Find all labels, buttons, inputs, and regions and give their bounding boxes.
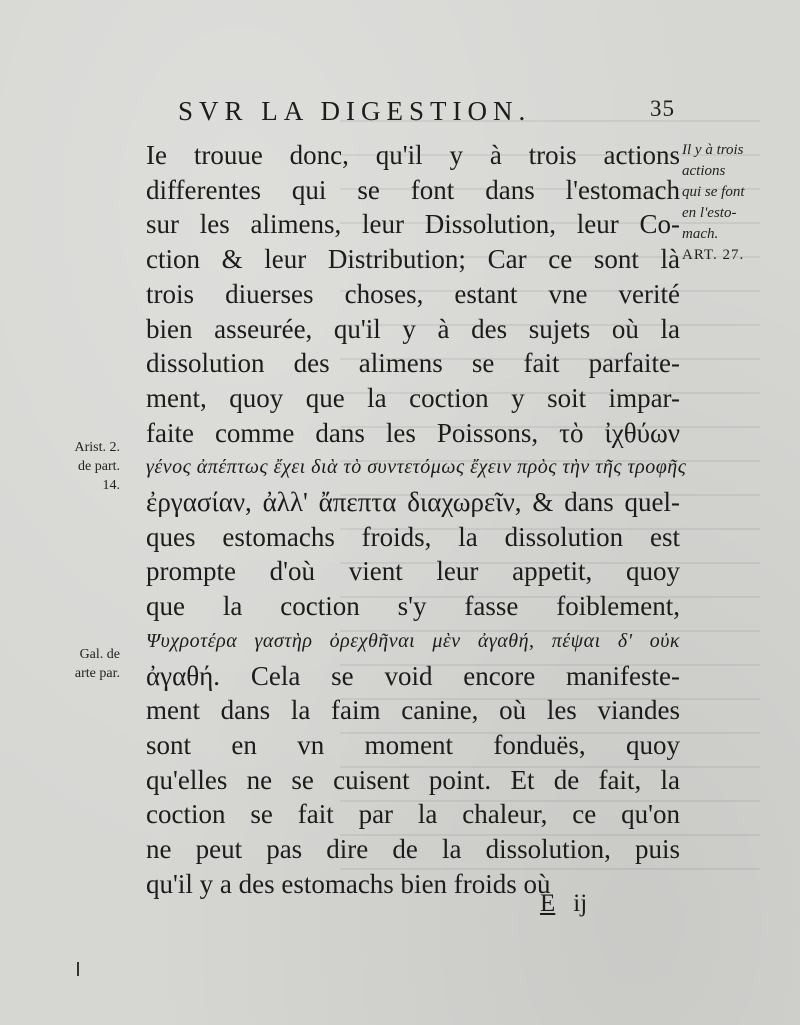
text-line: Ie trouue donc, qu'il y à trois actions (146, 140, 680, 170)
page-blemish (77, 962, 79, 976)
text-line: ἀγαθή. Cela se void encore manifeste- (146, 660, 680, 691)
text-line: bien asseurée, qu'il y à des sujets où la (146, 313, 680, 344)
left-marginal-citation-galen (38, 645, 120, 683)
citation-line: arte par. (74, 666, 120, 681)
running-header (178, 96, 698, 127)
text-line: Ψυχροτέρα γαστὴρ ὀρεχθῆναι μὲν ἀγαθή, πέψαι δ' οὐκ (146, 629, 680, 652)
text-line: ment dans la faim canine, où les viandes (146, 695, 680, 726)
text-line: sont en vn moment fonduës, quoy (146, 729, 680, 760)
citation-line: 14. (102, 478, 120, 493)
text-line: ques estomachs froids, la dissolution est (146, 521, 680, 552)
main-text-block (146, 138, 687, 901)
text-line: ἐργασίαν, ἀλλ' ἄπεπτα διαχωρεῖν, & dans quel- (146, 487, 680, 518)
text-line: que la coction s'y fasse foiblement, (146, 591, 680, 622)
signature-letter: E (540, 890, 556, 917)
text-line: ment, quoy que la coction y soit impar- (146, 382, 680, 413)
text-line: qu'il y a des estomachs bien froids où (146, 868, 551, 899)
text-line: dissolution des alimens se fait parfaite- (146, 348, 680, 379)
text-line: differentes qui se font dans l'estomach (146, 174, 680, 205)
text-line: γένος ἀπέπτως ἔχει διὰ τὸ συντετόμως ἔχειν πρὸς τὴν τῆς τροφῆς (146, 456, 687, 479)
citation-line: de part. (78, 459, 120, 474)
text-line: sur les alimens, leur Dissolution, leur Co- (146, 209, 680, 240)
left-marginal-citation-aristotle (38, 438, 120, 495)
signature-number: ij (573, 890, 588, 917)
margin-note-line: qui se font (682, 184, 745, 200)
text-line: faite comme dans les Poissons, τὸ ἰχθύων (146, 417, 680, 448)
citation-line: Arist. 2. (74, 440, 120, 455)
text-line: ne peut pas dire de la dissolution, puis (146, 834, 680, 865)
margin-note-line: Il y à trois (682, 142, 744, 158)
page-number: 35 (650, 96, 675, 121)
article-reference: ART. 27. (682, 247, 745, 263)
signature-mark (540, 890, 587, 918)
text-line: prompte d'où vient leur appetit, quoy (146, 556, 680, 587)
margin-note-line: mach. (682, 226, 719, 242)
text-line: ction & leur Distribution; Car ce sont là (146, 244, 680, 275)
margin-note-line: en l'esto- (682, 205, 737, 221)
text-line: qu'elles ne se cuisent point. Et de fait, la (146, 764, 680, 795)
running-title: SVR LA DIGESTION. (178, 96, 532, 126)
margin-note-line: actions (682, 163, 726, 179)
text-line: coction se fait par la chaleur, ce qu'on (146, 799, 680, 830)
text-line: trois diuerses choses, estant vne verité (146, 278, 680, 309)
citation-line: Gal. de (79, 647, 120, 662)
right-marginal-note (682, 140, 792, 266)
